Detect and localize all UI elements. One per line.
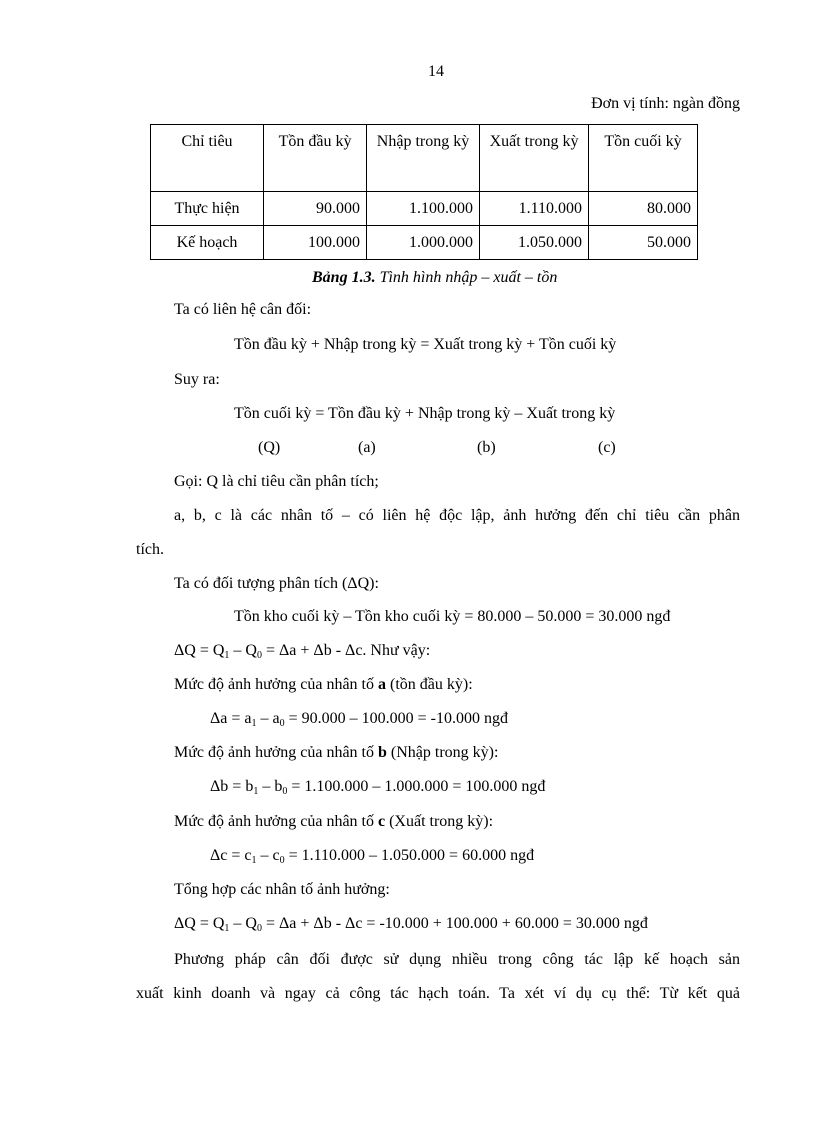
- cell-value: 90.000: [264, 192, 367, 226]
- equation: Tồn đầu kỳ + Nhập trong kỳ = Xuất trong kỳ + Tồn cuối kỳ: [234, 336, 617, 353]
- cell-value: 1.050.000: [480, 226, 589, 260]
- paragraph: Gọi: Q là chỉ tiêu cần phân tích;: [174, 473, 379, 490]
- paragraph: Ta có liên hệ cân đối:: [174, 301, 312, 318]
- paragraph: a, b, c là các nhân tố – có liên hệ độc lập, ảnh hưởng đến chỉ tiêu cần phân: [174, 507, 740, 524]
- table-header-row: [151, 125, 698, 192]
- header-export: Xuất trong kỳ: [480, 125, 589, 192]
- equation: $\Delta Q = Q_1 - Q_0 = \Delta a + \Delta b - \Delta c = -10.000 + 100.000 + 60.000 = 30.000$ ngđ: [174, 915, 648, 934]
- equation: $\Delta b = b_1 - b_0 = 1.100.000 - 1.000.000 = 100.000$ ngđ: [210, 778, 546, 797]
- paragraph: tích.: [136, 541, 164, 558]
- header-import: Nhập trong kỳ: [367, 125, 480, 192]
- table-row: [151, 192, 698, 226]
- cell-value: 1.100.000: [367, 192, 480, 226]
- unit-note: Đơn vị tính: ngàn đồng: [591, 95, 740, 112]
- cell-value: 50.000: [589, 226, 698, 260]
- cell-value: 100.000: [264, 226, 367, 260]
- paragraph: Mức độ ảnh hưởng của nhân tố c (Xuất trong kỳ):: [174, 813, 494, 830]
- equation: Tồn kho cuối kỳ – Tồn kho cuối kỳ = 80.000 – 50.000 = 30.000 ngđ: [234, 608, 671, 625]
- eq-label-b: (b): [477, 439, 496, 456]
- inventory-table: [150, 124, 698, 260]
- cell-value: 80.000: [589, 192, 698, 226]
- caption-number: Bảng 1.3.: [312, 269, 376, 286]
- page-number: 14: [428, 63, 444, 80]
- header-closing: Tồn cuối kỳ: [589, 125, 698, 192]
- equation: $\Delta a = a_1 - a_0 = 90.000 - 100.000 = -10.000$ ngđ: [210, 710, 508, 729]
- paragraph: Phương pháp cân đối được sử dụng nhiều trong công tác lập kế hoạch sản: [174, 951, 740, 968]
- header-opening: Tồn đầu kỳ: [264, 125, 367, 192]
- paragraph: Suy ra:: [174, 371, 220, 388]
- paragraph: Mức độ ảnh hưởng của nhân tố b (Nhập trong kỳ):: [174, 744, 499, 761]
- equation: $\Delta Q = Q_1 - Q_0 = \Delta a + \Delta b - \Delta c$. Như vậy:: [174, 642, 431, 661]
- eq-label-c: (c): [598, 439, 616, 456]
- row-label: Kế hoạch: [151, 226, 264, 260]
- row-label: Thực hiện: [151, 192, 264, 226]
- paragraph: Ta có đối tượng phân tích (ΔQ):: [174, 575, 379, 592]
- paragraph: Mức độ ảnh hưởng của nhân tố a (tồn đầu kỳ):: [174, 676, 473, 693]
- table-row: [151, 226, 698, 260]
- equation: Tồn cuối kỳ = Tồn đầu kỳ + Nhập trong kỳ – Xuất trong kỳ: [234, 405, 616, 422]
- equation: $\Delta c = c_1 - c_0 = 1.110.000 - 1.050.000 = 60.000$ ngđ: [210, 847, 535, 866]
- paragraph: xuất kinh doanh và ngay cả công tác hạch toán. Ta xét ví dụ cụ thể: Từ kết quả: [136, 985, 740, 1002]
- paragraph: Tổng hợp các nhân tố ảnh hưởng:: [174, 881, 390, 898]
- table-caption: [312, 268, 557, 288]
- cell-value: 1.110.000: [480, 192, 589, 226]
- cell-value: 1.000.000: [367, 226, 480, 260]
- eq-label-q: (Q): [258, 439, 281, 456]
- caption-text: Tình hình nhập – xuất – tồn: [375, 269, 558, 286]
- eq-label-a: (a): [358, 439, 376, 456]
- header-indicator: Chỉ tiêu: [151, 125, 264, 192]
